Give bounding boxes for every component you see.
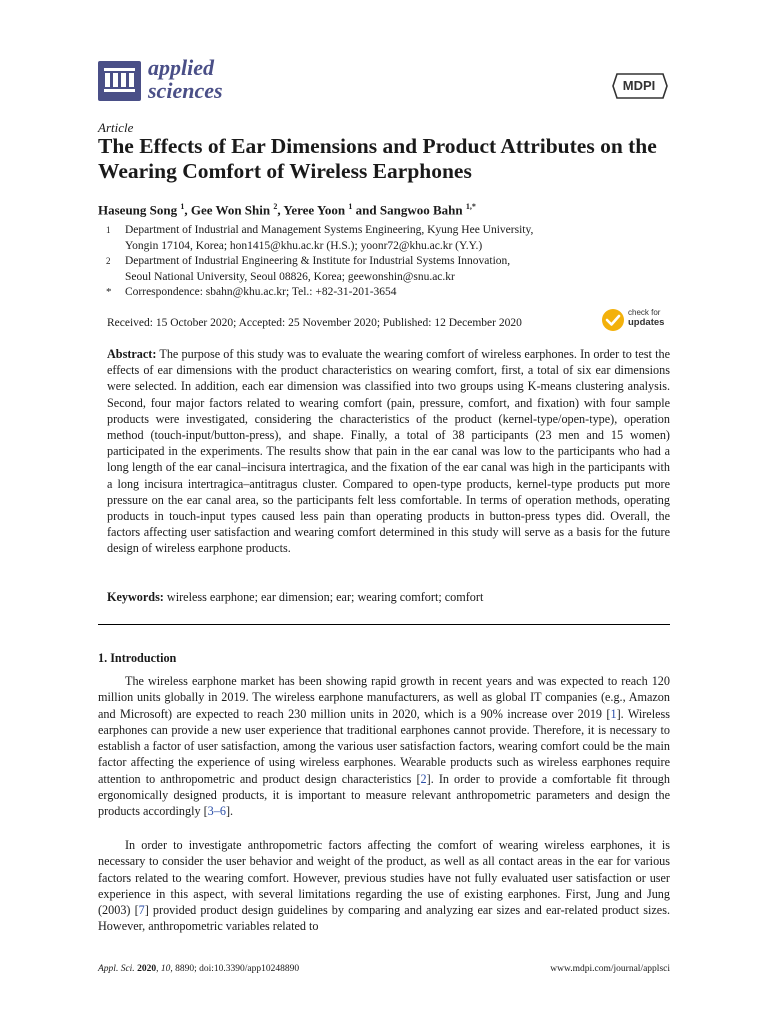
paragraph-text: ]. In order to provide a comfortable fit through ergonomically designed products, it is important to measure relevant anthropometric parameters and design the products accordingly [ xyxy=(98,771,670,819)
journal-name xyxy=(148,56,223,102)
section-divider xyxy=(98,624,670,625)
affiliation-line: Department of Industrial and Management Systems Engineering, Kyung Hee University, xyxy=(125,224,534,236)
affiliation-2 xyxy=(98,254,618,285)
abstract xyxy=(107,346,670,557)
keywords xyxy=(107,590,670,605)
affiliation-line: Department of Industrial Engineering & Institute for Industrial Systems Innovation, xyxy=(125,255,511,267)
check-updates-line1: check for xyxy=(628,308,661,317)
citation-link[interactable]: 2 xyxy=(420,771,427,786)
paragraph-text: ]. Wireless earphones can provide a new user experience that traditional earphones cannot provide. Therefore, it is necessary to establish a factor of user satisfaction, among the various user satisfaction factors, wearing comfort could be the main factor affecting the experience of using wireless earphones. Wearable products such as wireless earphones require attention to anthropometric and product design characteristics [ xyxy=(98,706,670,786)
author-name: Haseung Song xyxy=(98,202,178,218)
paragraph-text: ] provided product design guidelines by comparing and analyzing ear sizes and ear-related product sizes. However, anthropometric variables related to xyxy=(98,903,670,934)
author-affiliation-mark: 1 xyxy=(348,202,353,211)
publication-dates: Received: 15 October 2020; Accepted: 25 November 2020; Published: 12 December 2020 xyxy=(107,317,522,329)
footer-doi: , 8890; doi:10.3390/app10248890 xyxy=(170,964,300,974)
article-type: Article xyxy=(98,120,134,135)
affiliation-line: Seoul National University, Seoul 08826, Korea; geewonshin@snu.ac.kr xyxy=(125,270,455,283)
affiliation-mark: 2 xyxy=(106,256,111,266)
affiliation-1 xyxy=(98,223,618,254)
affiliation-line: Yongin 17104, Korea; hon1415@khu.ac.kr (H.S.); yoonr72@khu.ac.kr (Y.Y.) xyxy=(125,239,483,252)
author-name: Gee Won Shin xyxy=(190,202,271,218)
affiliation-mark: 1 xyxy=(106,225,111,235)
journal-name-line1: applied xyxy=(148,55,214,80)
footer-citation: Appl. Sci. 2020, 10, 8890; doi:10.3390/app10248890 xyxy=(98,964,300,974)
body-paragraph-2 xyxy=(98,837,670,935)
citation-link[interactable]: 7 xyxy=(138,903,145,918)
author-name: Sangwoo Bahn xyxy=(379,202,463,218)
author-separator: , xyxy=(184,202,191,218)
author-separator: , xyxy=(277,202,284,218)
section-number: 1. xyxy=(98,651,108,665)
check-updates-line2: updates xyxy=(628,317,665,328)
footer-volume: 10 xyxy=(160,964,171,974)
footer-journal: Appl. Sci. xyxy=(98,964,135,974)
footer-year: 2020 xyxy=(137,964,157,974)
keywords-label: Keywords: xyxy=(107,590,164,604)
footer-url[interactable]: www.mdpi.com/journal/applsci xyxy=(550,964,670,974)
body-paragraph-1 xyxy=(98,673,670,820)
correspondence-mark: * xyxy=(106,286,112,298)
author-affiliation-mark: 1 xyxy=(180,202,185,211)
abstract-text: The purpose of this study was to evaluate the wearing comfort of wireless earphones. In order to test the effects of ear dimensions with the product characteristics on wearing comfort, first, a total of six ear dimensions were selected. In addition, each ear dimension was classified into two groups using K-means clustering analysis. Second, four major factors related to wearing comfort (pain, pressure, comfort, and fixation) with four sample products were investigated, considering the characteristics of the product (kernel-type/open-type), operation method (touch-input/button-press), and shape. Finally, a total of 38 participants (23 men and 15 women) participated in the experiments. The results show that pain in the ear canal was low to the participants who had a long length of the ear canal–incisura intertragica, and the fixation of the ear canal was high in the participants with a long incisura intertragica–antitragus cluster. Compared to open-type products, kernel-type products put more pressure on the ear canal area, so the participants felt less comfortable. In terms of operation methods, operating products in touch-input types caused less pain than operating products in button-press types did. Overall, the factors affecting user satisfaction and wearing comfort determined in this study will serve as a basis for the future design of wireless earphone products. xyxy=(107,347,670,556)
paragraph-text: In order to investigate anthropometric factors affecting the comfort of wearing wireless earphones, it is necessary to consider the user behavior and weight of the product, as well as all contact areas in the ear for various factors related to the wearing comfort. However, previous studies have not fully evaluated user satisfaction or user experience in this aspect, with several limitations regarding the use of existing earphones. First, Jung and Jung (2003) [ xyxy=(98,838,670,918)
paper-title: The Effects of Ear Dimensions and Product Attributes on the Wearing Comfort of Wireless Earphones xyxy=(98,134,657,183)
author-affiliation-mark: 2 xyxy=(273,202,278,211)
journal-name-line2: sciences xyxy=(148,78,223,103)
correspondence xyxy=(98,285,618,301)
author-list xyxy=(98,202,476,218)
paragraph-text: The wireless earphone market has been showing rapid growth in recent years and was expected to reach 120 million units globally in 2019. The wireless earphone manufacturers, as well as global IT companies (e.g., Amazon and Microsoft) are expected to reach 230 million units in 2020, which is a 90% increase over 2019 [ xyxy=(98,674,670,721)
section-title: Introduction xyxy=(110,651,177,665)
publisher-logo xyxy=(609,70,669,102)
author-name: Yeree Yoon xyxy=(283,202,346,218)
citation-link[interactable]: 1 xyxy=(610,706,617,721)
citation-link[interactable]: 3–6 xyxy=(207,804,226,819)
author-separator: and xyxy=(352,202,380,218)
abstract-label: Abstract: xyxy=(107,347,157,361)
author-affiliation-mark: 1,* xyxy=(465,202,476,211)
correspondence-line: Correspondence: sbahn@khu.ac.kr; Tel.: +82-31-201-3654 xyxy=(125,286,397,298)
journal-logo-icon xyxy=(98,61,141,101)
paragraph-text: ]. xyxy=(225,804,234,819)
publisher-name: MDPI xyxy=(622,78,656,93)
check-for-updates-badge[interactable] xyxy=(601,305,681,335)
keywords-text: wireless earphone; ear dimension; ear; wearing comfort; comfort xyxy=(163,590,484,604)
section-heading xyxy=(98,651,176,666)
check-updates-icon xyxy=(601,308,625,332)
